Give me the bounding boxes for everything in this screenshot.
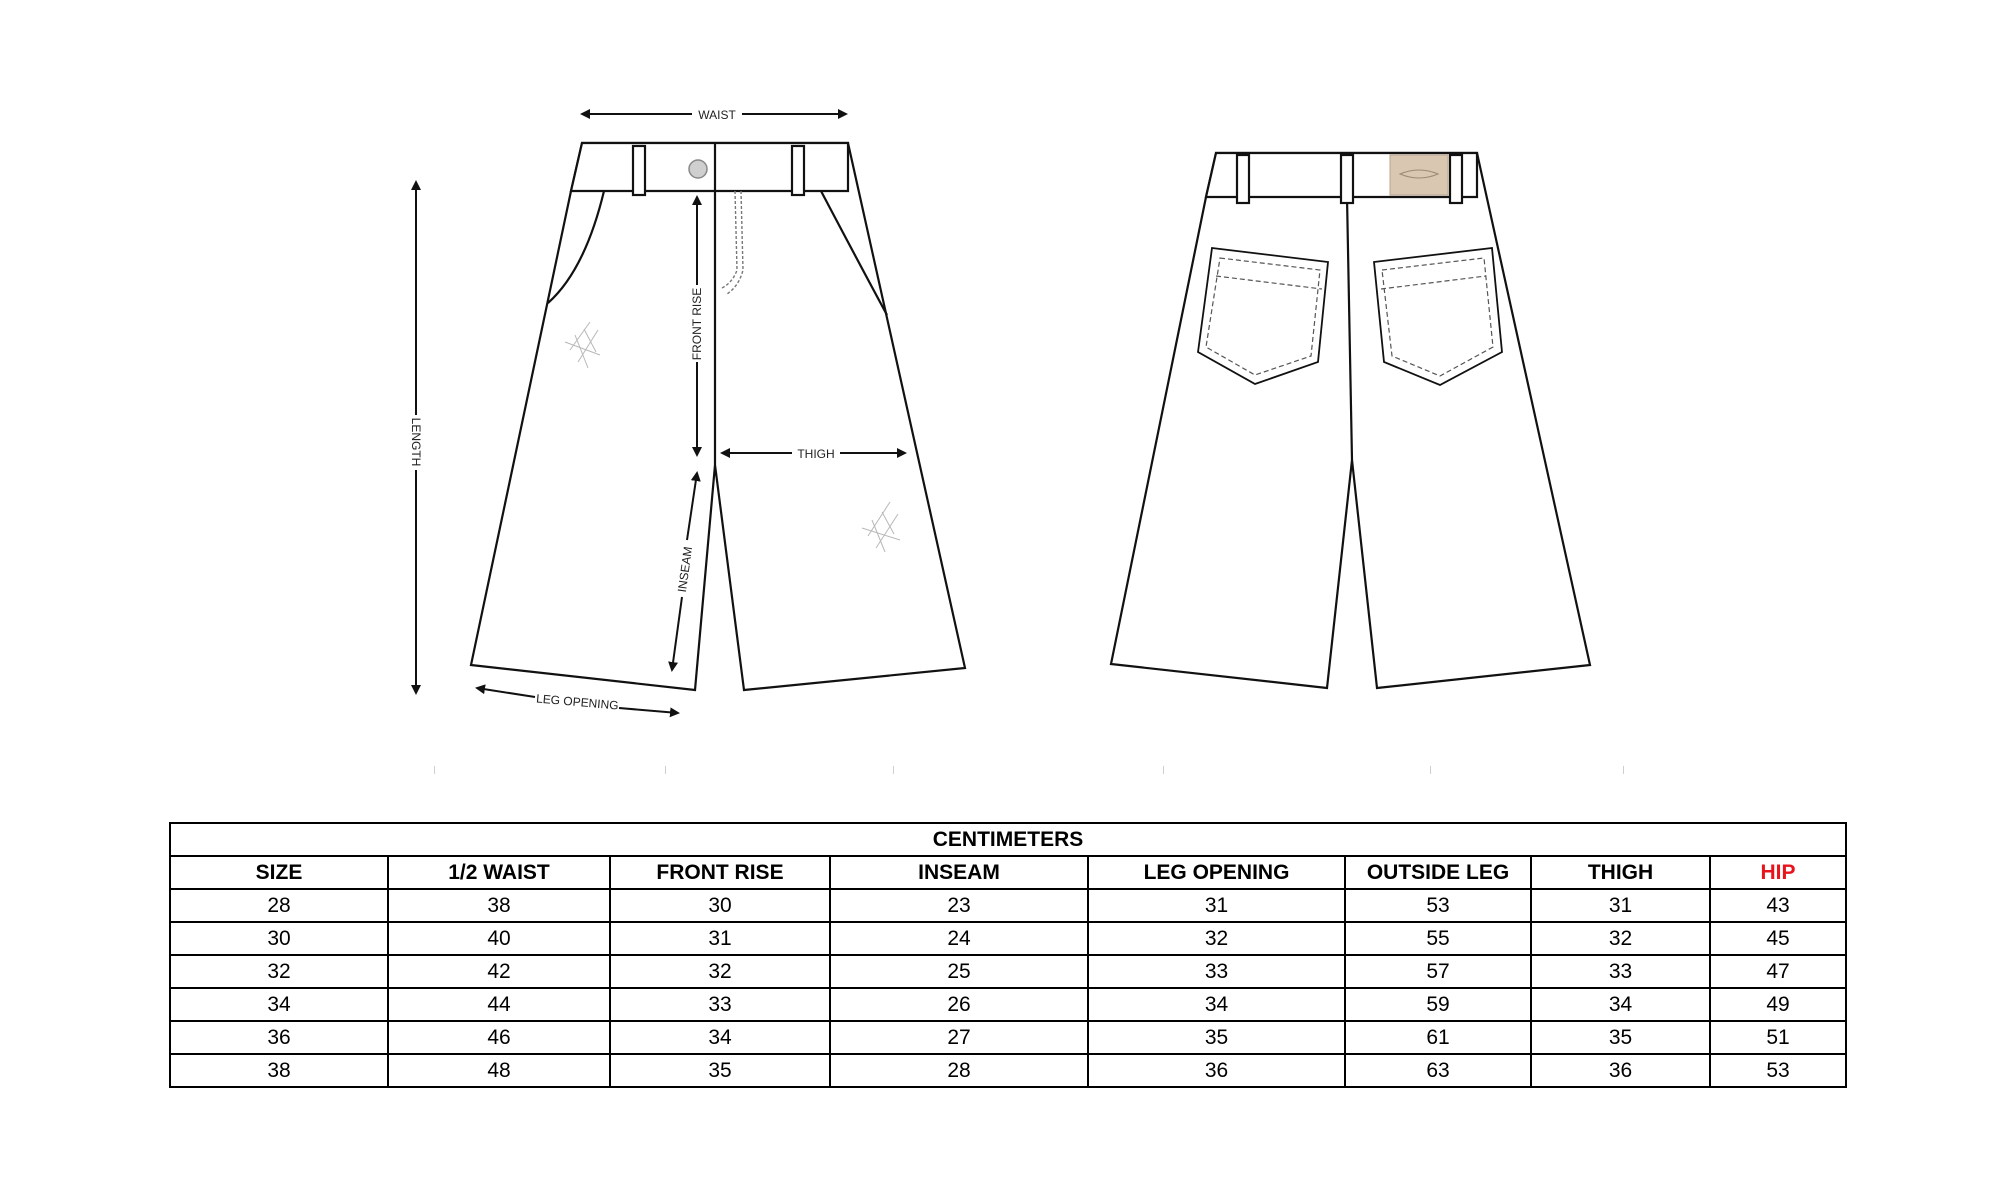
col-size: SIZE	[170, 856, 388, 889]
table-cell: 34	[1088, 988, 1345, 1021]
table-cell: 31	[610, 922, 830, 955]
table-cell: 32	[1088, 922, 1345, 955]
belt-loop-right	[792, 146, 804, 195]
table-cell: 28	[830, 1054, 1088, 1087]
guide-tick	[434, 766, 435, 774]
label-length: LENGTH	[409, 417, 423, 467]
guide-tick	[893, 766, 894, 774]
table-cell: 35	[610, 1054, 830, 1087]
table-cell: 57	[1345, 955, 1531, 988]
table-cell: 38	[388, 889, 610, 922]
table-cell: 25	[830, 955, 1088, 988]
table-cell: 53	[1345, 889, 1531, 922]
table-cell: 26	[830, 988, 1088, 1021]
table-cell: 30	[610, 889, 830, 922]
front-button	[689, 160, 707, 178]
belt-loop-left	[633, 146, 645, 195]
back-label-patch	[1390, 155, 1448, 195]
table-cell: 47	[1710, 955, 1846, 988]
table-row	[170, 988, 1846, 1021]
table-cell: 36	[170, 1021, 388, 1054]
col-half-waist: 1/2 WAIST	[388, 856, 610, 889]
table-cell: 48	[388, 1054, 610, 1087]
col-hip: HIP	[1710, 856, 1846, 889]
table-cell: 46	[388, 1021, 610, 1054]
table-cell: 33	[1088, 955, 1345, 988]
col-inseam: INSEAM	[830, 856, 1088, 889]
table-row	[170, 922, 1846, 955]
table-cell: 27	[830, 1021, 1088, 1054]
back-view-shorts	[1111, 153, 1590, 688]
front-view-shorts	[471, 143, 965, 690]
unit-title: CENTIMETERS	[170, 823, 1846, 856]
label-front-rise: FRONT RISE	[690, 287, 704, 361]
table-cell: 34	[170, 988, 388, 1021]
table-cell: 59	[1345, 988, 1531, 1021]
col-leg-opening: LEG OPENING	[1088, 856, 1345, 889]
table-row	[170, 955, 1846, 988]
size-chart-table	[169, 822, 1847, 1088]
table-cell: 45	[1710, 922, 1846, 955]
col-front-rise: FRONT RISE	[610, 856, 830, 889]
table-cell: 40	[388, 922, 610, 955]
table-cell: 31	[1531, 889, 1710, 922]
table-cell: 43	[1710, 889, 1846, 922]
table-cell: 35	[1531, 1021, 1710, 1054]
table-cell: 34	[610, 1021, 830, 1054]
label-thigh: THIGH	[797, 447, 835, 461]
table-cell: 23	[830, 889, 1088, 922]
back-belt-loop-2	[1341, 155, 1353, 203]
table-cell: 35	[1088, 1021, 1345, 1054]
table-cell: 42	[388, 955, 610, 988]
col-outside-leg: OUTSIDE LEG	[1345, 856, 1531, 889]
table-cell: 49	[1710, 988, 1846, 1021]
leg-opening-arrow	[477, 688, 535, 697]
table-cell: 24	[830, 922, 1088, 955]
table-row	[170, 1021, 1846, 1054]
back-belt-loop-3	[1450, 155, 1462, 203]
table-row	[170, 889, 1846, 922]
table-cell: 36	[1088, 1054, 1345, 1087]
label-leg-opening: LEG OPENING	[535, 691, 620, 713]
table-cell: 32	[170, 955, 388, 988]
table-cell: 32	[1531, 922, 1710, 955]
table-cell: 38	[170, 1054, 388, 1087]
table-row	[170, 1054, 1846, 1087]
guide-tick	[665, 766, 666, 774]
col-thigh: THIGH	[1531, 856, 1710, 889]
table-cell: 53	[1710, 1054, 1846, 1087]
front-outline	[471, 143, 965, 690]
table-cell: 33	[610, 988, 830, 1021]
label-inseam: INSEAM	[674, 545, 696, 594]
table-cell: 28	[170, 889, 388, 922]
table-cell: 30	[170, 922, 388, 955]
front-waistband	[571, 143, 848, 191]
label-waist: WAIST	[698, 108, 736, 122]
table-cell: 33	[1531, 955, 1710, 988]
guide-tick	[1430, 766, 1431, 774]
table-cell: 55	[1345, 922, 1531, 955]
table-cell: 34	[1531, 988, 1710, 1021]
table-cell: 61	[1345, 1021, 1531, 1054]
table-cell: 51	[1710, 1021, 1846, 1054]
table-cell: 32	[610, 955, 830, 988]
guide-tick	[1163, 766, 1164, 774]
table-cell: 36	[1531, 1054, 1710, 1087]
table-cell: 63	[1345, 1054, 1531, 1087]
unit-row	[170, 823, 1846, 856]
table-cell: 44	[388, 988, 610, 1021]
header-row	[170, 856, 1846, 889]
guide-tick	[1623, 766, 1624, 774]
table-cell: 31	[1088, 889, 1345, 922]
back-belt-loop-1	[1237, 155, 1249, 203]
